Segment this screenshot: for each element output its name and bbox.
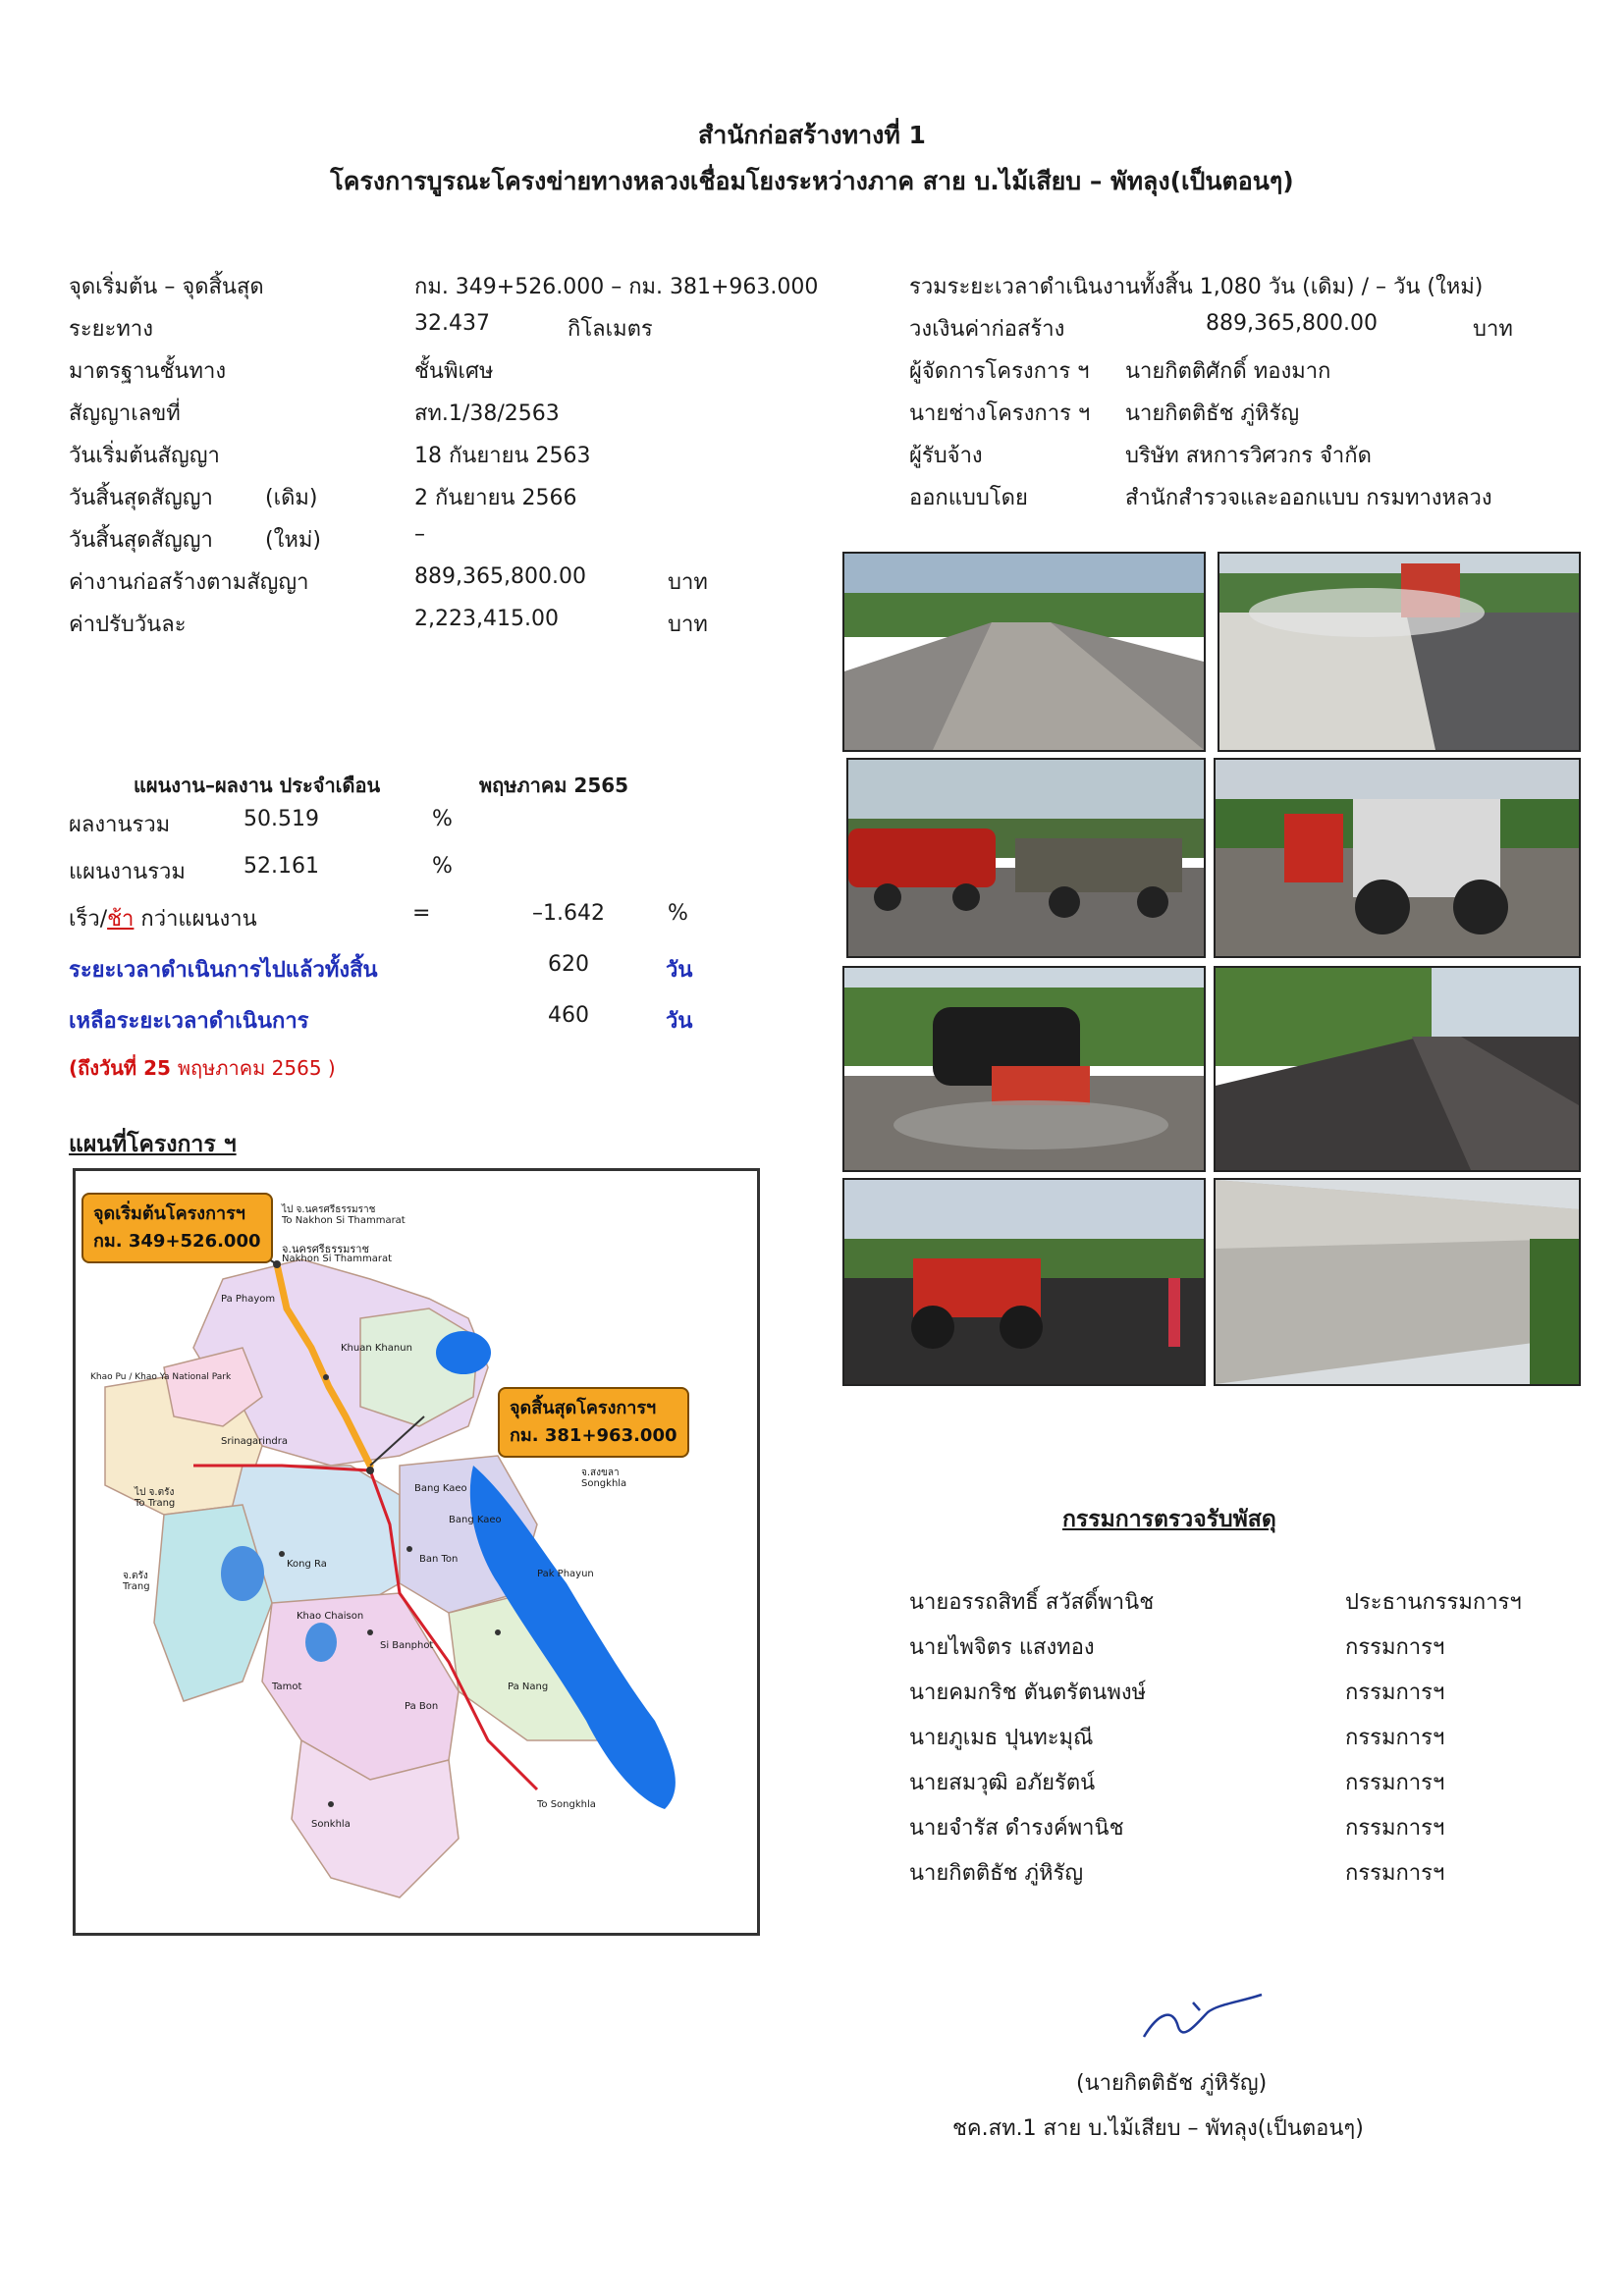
place-label: Srinagarindra [221,1436,288,1447]
committee-member-name: นายอรรถสิทธิ์ สวัสดิ์พานิช [909,1590,1155,1615]
end-callout-title: จุดสิ้นสุดโครงการฯ [510,1398,657,1418]
info-value: 32.437 [414,311,490,336]
town-dot [366,1467,374,1474]
town-dot [328,1801,334,1807]
info-value: นายกิตติศักดิ์ ทองมาก [1125,359,1331,384]
town-dot [323,1374,329,1380]
diff-unit: % [668,901,688,926]
committee-member-role: ประธานกรรมการฯ [1345,1590,1522,1615]
info-label: สัญญาเลขที่ [69,401,181,426]
info-unit: บาท [668,613,708,637]
place-label: Khao Chaison [297,1611,364,1622]
info-value: 889,365,800.00 [414,564,586,589]
place-label: Trang [123,1581,150,1592]
as-of-date [69,1052,336,1084]
committee-member-name: นายคมกริช ตันตรัตนพงษ์ [909,1681,1147,1705]
as-of-date-text: พฤษภาคม 2565 ) [177,1056,336,1080]
committee-member-name: นายจำรัส ดำรงค์พานิช [909,1816,1124,1841]
place-label: Khao Pu / Khao Ya National Park [90,1372,232,1382]
as-of-prefix: (ถึงวันที่ 25 [69,1056,178,1080]
map-heading: แผนที่โครงการ ฯ [69,1132,237,1157]
committee-member-role: กรรมการฯ [1345,1635,1445,1660]
committee-heading: กรรมการตรวจรับพัสดุ [1062,1507,1276,1532]
diff-label-fast: เร็ว/ [69,907,108,932]
place-label: Tamot [272,1682,302,1692]
info-sub: (ใหม่) [265,528,321,553]
place-label: Sonkhla [311,1819,351,1830]
office-title: สำนักก่อสร้างทางที่ 1 [698,121,926,149]
place-label: Bang Kaeo [414,1483,467,1494]
info-value: กม. 349+526.000 – กม. 381+963.000 [414,275,819,299]
info-label: ผู้รับจ้าง [909,444,983,468]
town-dot [406,1546,412,1552]
info-label: ออกแบบโดย [909,486,1028,510]
photo-asphalt-distributor [842,966,1206,1172]
place-label: Pa Phayom [221,1294,276,1305]
info-label: วันสิ้นสุดสัญญา [69,486,213,510]
town-dot [367,1629,373,1635]
elapsed-unit: วัน [666,958,693,983]
photo-gravel-road [842,552,1206,752]
start-callout [81,1193,273,1263]
place-label: To Nakhon Si Thammarat [282,1215,406,1226]
reservoir-2 [305,1623,337,1662]
reservoir [221,1546,264,1601]
place-label: Nakhon Si Thammarat [282,1254,393,1264]
info-sub: (เดิม) [265,486,318,510]
place-label: To Trang [135,1498,176,1509]
place-label: ไป จ.ตรัง [135,1487,175,1498]
committee-member-name: นายไพจิตร แสงทอง [909,1635,1095,1660]
place-label: Khuan Khanun [341,1343,412,1354]
info-unit: บาท [668,570,708,595]
town-dot [495,1629,501,1635]
place-label: จ.นครศรีธรรมราช [282,1243,369,1255]
committee-member-role: กรรมการฯ [1345,1726,1445,1750]
remaining-value: 460 [548,1003,589,1028]
info-value: บริษัท สหการวิศวกร จำกัด [1125,444,1372,468]
town-dot [273,1260,281,1268]
photo-concrete-wall [1214,1178,1581,1386]
place-label: To Songkhla [537,1799,596,1810]
town-dot [279,1551,285,1557]
plan-value: 52.161 [244,854,319,879]
info-label: ระยะทาง [69,317,153,342]
place-label: Pak Phayun [537,1569,594,1579]
place-label: จ.สงขลา [581,1468,620,1478]
photo-road-milling [1218,552,1581,752]
info-unit: กิโลเมตร [568,317,653,342]
start-callout-km: กม. 349+526.000 [93,1231,261,1252]
info-unit: บาท [1473,317,1513,342]
info-value: – [414,522,425,547]
info-value: สท.1/38/2563 [414,401,560,426]
info-label: ค่าปรับวันละ [69,613,187,637]
place-label: Si Banphot [380,1640,434,1651]
plan-unit: % [432,854,453,879]
signature-name: (นายกิตติธัช ภู่หิรัญ) [1076,2071,1268,2096]
info-value: สำนักสำรวจและออกแบบ กรมทางหลวง [1125,486,1492,510]
remaining-label: เหลือระยะเวลาดำเนินการ [69,1009,309,1034]
committee-member-name: นายกิตติธัช ภู่หิรัญ [909,1861,1084,1886]
info-label: วันเริ่มต้นสัญญา [69,444,220,468]
photo-water-truck [846,758,1206,958]
place-label: Pa Nang [508,1682,549,1692]
end-callout-km: กม. 381+963.000 [510,1425,677,1446]
place-label: จ.ตรัง [123,1571,148,1581]
info-value: 18 กันยายน 2563 [414,444,591,468]
info-duration: รวมระยะเวลาดำเนินงานทั้งสิ้น 1,080 วัน (เดิม) / – วัน (ใหม่) [909,275,1484,299]
place-label: Songkhla [581,1478,627,1489]
info-value: 889,365,800.00 [1206,311,1378,336]
place-label: Pa Bon [405,1701,439,1712]
committee-member-role: กรรมการฯ [1345,1816,1445,1841]
photo-prime-coat [1214,966,1581,1172]
info-label: ผู้จัดการโครงการ ฯ [909,359,1090,384]
info-value: นายกิตติธัช ภู่หิรัญ [1125,401,1300,426]
committee-member-role: กรรมการฯ [1345,1861,1445,1886]
map-graphic [76,1171,757,1933]
actual-value: 50.519 [244,807,319,831]
progress-month: พฤษภาคม 2565 [479,774,629,797]
committee-member-role: กรรมการฯ [1345,1681,1445,1705]
lake [436,1331,491,1374]
committee-member-role: กรรมการฯ [1345,1771,1445,1795]
place-label: ไป จ.นครศรีธรรมราช [282,1204,376,1215]
photo-roller-compactor [842,1178,1206,1386]
actual-unit: % [432,807,453,831]
info-value: 2,223,415.00 [414,607,559,631]
signature-position: ชค.สท.1 สาย บ.ไม้เสียบ – พัทลุง(เป็นตอนๆ) [952,2116,1364,2141]
info-value: 2 กันยายน 2566 [414,486,577,510]
info-label: ค่างานก่อสร้างตามสัญญา [69,570,309,595]
remaining-unit: วัน [666,1009,693,1034]
place-label: Ban Ton [419,1554,459,1565]
photo-recycler-machine [1214,758,1581,958]
committee-member-name: นายภูเมธ ปุนทะมุณี [909,1726,1094,1750]
place-label: Bang Kaeo [449,1515,502,1525]
diff-equals: = [412,901,431,926]
diff-value: –1.642 [532,901,605,926]
elapsed-value: 620 [548,952,589,977]
end-callout [498,1387,689,1458]
diff-label-rest: กว่าแผนงาน [134,907,257,932]
project-title: โครงการบูรณะโครงข่ายทางหลวงเชื่อมโยงระหว่างภาค สาย บ.ไม้เสียบ – พัทลุง(เป็นตอนๆ) [330,167,1294,195]
place-label: Kong Ra [287,1559,327,1570]
start-callout-title: จุดเริ่มต้นโครงการฯ [93,1203,245,1224]
actual-label: ผลงานรวม [69,813,171,837]
diff-label-slow: ช้า [107,907,135,932]
info-label: วันสิ้นสุดสัญญา [69,528,213,553]
signature-mark [1139,1983,1267,2052]
info-label: มาตรฐานชั้นทาง [69,359,227,384]
plan-label: แผนงานรวม [69,860,186,884]
project-map [73,1168,760,1936]
info-label: จุดเริ่มต้น – จุดสิ้นสุด [69,275,264,299]
committee-member-name: นายสมวุฒิ อภัยรัตน์ [909,1771,1096,1795]
info-label: นายช่างโครงการ ฯ [909,401,1091,426]
elapsed-label: ระยะเวลาดำเนินการไปแล้วทั้งสิ้น [69,958,378,983]
progress-heading: แผนงาน–ผลงาน ประจำเดือน [134,774,381,797]
diff-label [69,901,257,935]
info-value: ชั้นพิเศษ [414,359,494,384]
info-label: วงเงินค่าก่อสร้าง [909,317,1065,342]
